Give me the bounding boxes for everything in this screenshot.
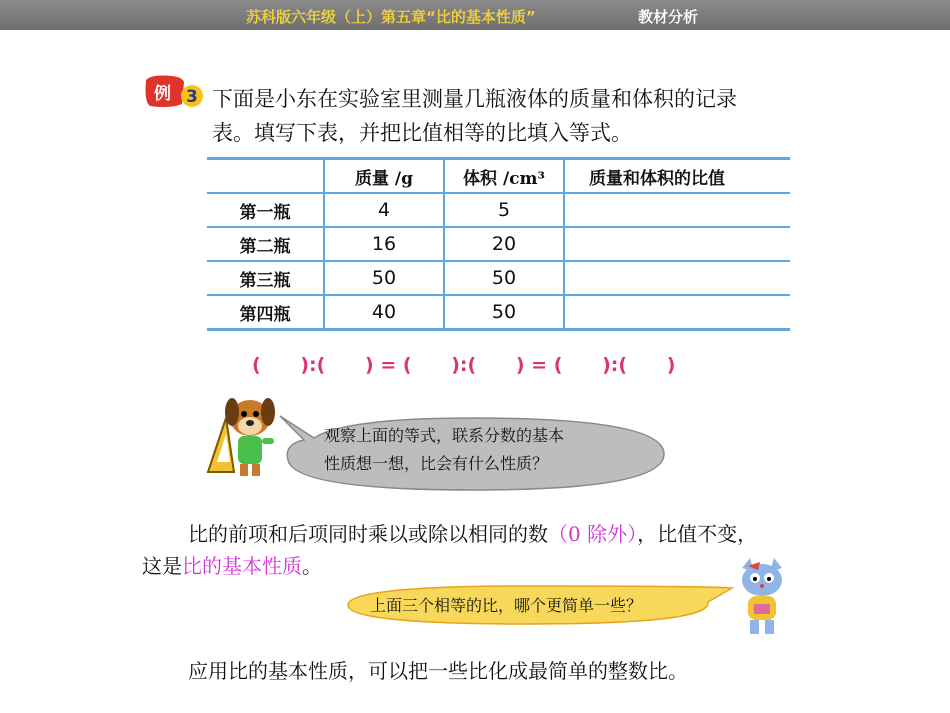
rule-part-3: ，比值不变， <box>637 522 758 546</box>
row-label: 第三瓶 <box>207 261 324 295</box>
example-badge-icon <box>142 74 204 110</box>
table-row <box>207 193 790 227</box>
table-header-cell: 质量 /g <box>324 159 444 194</box>
bubble-1-text <box>324 422 644 478</box>
intro-line-1: 下面是小东在实验室里测量几瓶液体的质量和体积的记录 <box>212 87 737 111</box>
chapter-title: 苏科版六年级（上）第五章“比的基本性质” <box>246 8 536 26</box>
example-badge-number: 3 <box>186 87 198 107</box>
ratio-cell[interactable] <box>564 261 790 295</box>
ratio-cell[interactable] <box>564 193 790 227</box>
table-header-cell: 质量和体积的比值 <box>564 159 790 194</box>
section-title: 教材分析 <box>638 8 699 26</box>
mass-cell: 50 <box>324 261 444 295</box>
table-header-cell <box>207 159 324 194</box>
row-label: 第四瓶 <box>207 295 324 330</box>
equation-blanks[interactable]: ( ):( ) = ( ):( ) = ( ):( ) <box>252 354 676 376</box>
row-label: 第二瓶 <box>207 227 324 261</box>
bubble-2-text: 上面三个相等的比，哪个更简单一些？ <box>370 596 643 615</box>
bubble-1-line-1: 观察上面的等式，联系分数的基本 <box>324 426 565 445</box>
record-table <box>207 157 790 331</box>
bubble-1-line-2: 性质想一想，比会有什么性质？ <box>324 454 549 473</box>
rule-part-1: 比的前项和后项同时乘以或除以相同的数 <box>188 522 548 546</box>
volume-cell: 20 <box>444 227 564 261</box>
table-header-cell: 体积 /cm³ <box>444 159 564 194</box>
table-row <box>207 295 790 330</box>
table-row <box>207 227 790 261</box>
header-bar <box>0 0 950 30</box>
intro-line-2: 表。填写下表，并把比值相等的比填入等式。 <box>212 121 632 145</box>
volume-cell: 5 <box>444 193 564 227</box>
volume-cell: 50 <box>444 295 564 330</box>
dog-character-icon <box>204 388 280 480</box>
rule-part-4: 这是 <box>142 554 182 578</box>
volume-cell: 50 <box>444 261 564 295</box>
rule-part-6: 。 <box>302 554 322 578</box>
example-badge-char: 例 <box>154 84 171 104</box>
apply-statement: 应用比的基本性质，可以把一些比化成最简单的整数比。 <box>188 659 688 683</box>
table-row <box>207 261 790 295</box>
row-label: 第一瓶 <box>207 193 324 227</box>
example-intro <box>212 82 832 150</box>
rule-exception: （0 除外） <box>548 522 638 546</box>
cat-character-icon <box>732 558 792 638</box>
ratio-cell[interactable] <box>564 295 790 330</box>
rule-term: 比的基本性质 <box>182 554 302 578</box>
mass-cell: 40 <box>324 295 444 330</box>
mass-cell: 4 <box>324 193 444 227</box>
mass-cell: 16 <box>324 227 444 261</box>
ratio-equation[interactable] <box>252 354 675 376</box>
table-header-row <box>207 159 790 194</box>
ratio-cell[interactable] <box>564 227 790 261</box>
